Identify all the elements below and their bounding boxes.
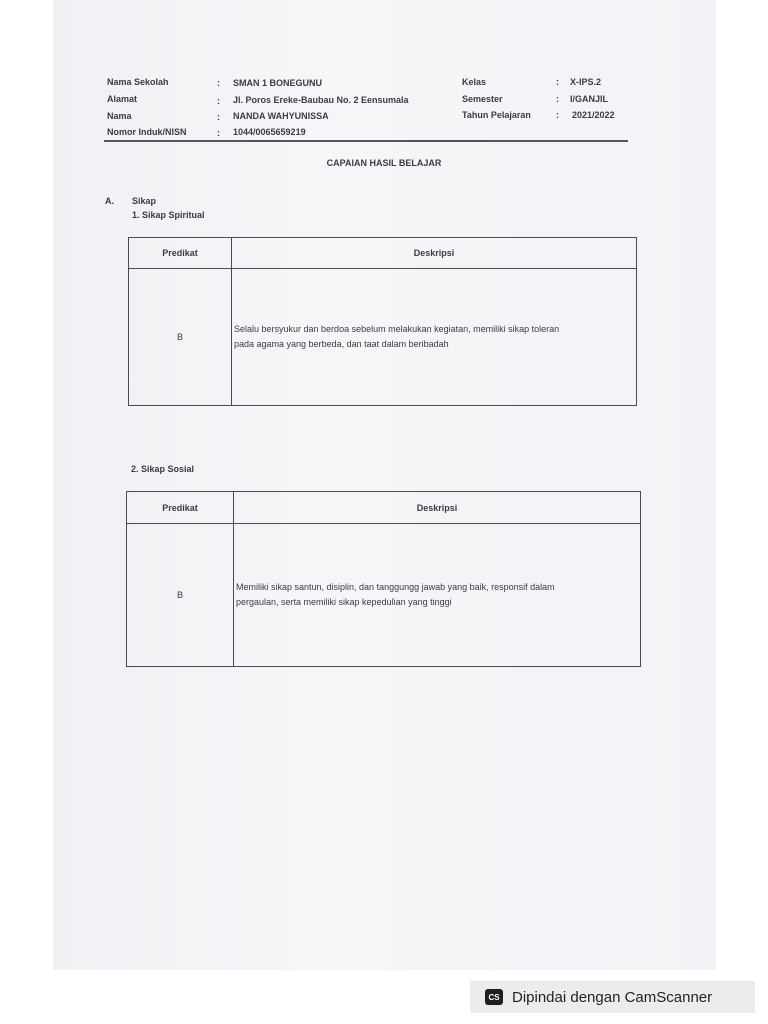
predikat-cell: B bbox=[129, 269, 232, 406]
kelas-label: Kelas bbox=[462, 77, 487, 87]
deskripsi-line: pergaulan, serta memiliki sikap kepedulian yang tinggi bbox=[236, 597, 452, 607]
colon: : bbox=[556, 94, 559, 104]
colon: : bbox=[556, 110, 559, 120]
subsection-spiritual-heading: 1. Sikap Spiritual bbox=[132, 210, 205, 220]
camscanner-watermark bbox=[470, 981, 755, 1013]
colon: : bbox=[217, 78, 220, 88]
nama-sekolah-label: Nama Sekolah bbox=[107, 77, 169, 87]
spiritual-table bbox=[128, 237, 637, 406]
deskripsi-line: pada agama yang berbeda, dan taat dalam beribadah bbox=[234, 339, 449, 349]
col-header-predikat: Predikat bbox=[127, 492, 234, 524]
semester-value: I/GANJIL bbox=[570, 94, 609, 104]
alamat-value: Jl. Poros Ereke-Baubau No. 2 Eensumala bbox=[233, 95, 409, 105]
deskripsi-cell bbox=[234, 524, 641, 667]
col-header-deskripsi: Deskripsi bbox=[234, 492, 641, 524]
section-letter: A. bbox=[105, 196, 114, 206]
sosial-table bbox=[126, 491, 641, 667]
subsection-sosial-heading: 2. Sikap Sosial bbox=[131, 464, 195, 474]
colon: : bbox=[556, 77, 559, 87]
col-header-predikat: Predikat bbox=[129, 238, 232, 269]
col-header-deskripsi: Deskripsi bbox=[232, 238, 637, 269]
kelas-value: X-IPS.2 bbox=[570, 77, 602, 87]
scanned-page bbox=[53, 0, 716, 970]
deskripsi-line: Memiliki sikap santun, disiplin, dan tanggungg jawab yang baik, responsif dalam bbox=[236, 582, 555, 592]
section-title: Sikap bbox=[132, 196, 157, 206]
nama-label: Nama bbox=[107, 111, 132, 121]
deskripsi-cell bbox=[232, 269, 637, 406]
tahun-label: Tahun Pelajaran bbox=[462, 110, 531, 120]
camscanner-icon: CS bbox=[485, 989, 503, 1005]
nama-sekolah-value: SMAN 1 BONEGUNU bbox=[233, 78, 323, 88]
header-divider bbox=[104, 140, 628, 142]
nisn-value: 1044/0065659219 bbox=[233, 127, 306, 137]
nama-value: NANDA WAHYUNISSA bbox=[233, 111, 329, 121]
colon: : bbox=[217, 96, 220, 106]
semester-label: Semester bbox=[462, 94, 503, 104]
alamat-label: Alamat bbox=[107, 94, 138, 104]
camscanner-text: Dipindai dengan CamScanner bbox=[512, 988, 713, 1006]
colon: : bbox=[217, 128, 220, 138]
predikat-cell: B bbox=[127, 524, 234, 667]
tahun-value: 2021/2022 bbox=[572, 110, 615, 120]
page-title: CAPAIAN HASIL BELAJAR bbox=[326, 158, 442, 168]
colon: : bbox=[217, 112, 220, 122]
deskripsi-line: Selalu bersyukur dan berdoa sebelum melakukan kegiatan, memiliki sikap toleran bbox=[234, 324, 560, 334]
nisn-label: Nomor Induk/NISN bbox=[107, 127, 187, 137]
